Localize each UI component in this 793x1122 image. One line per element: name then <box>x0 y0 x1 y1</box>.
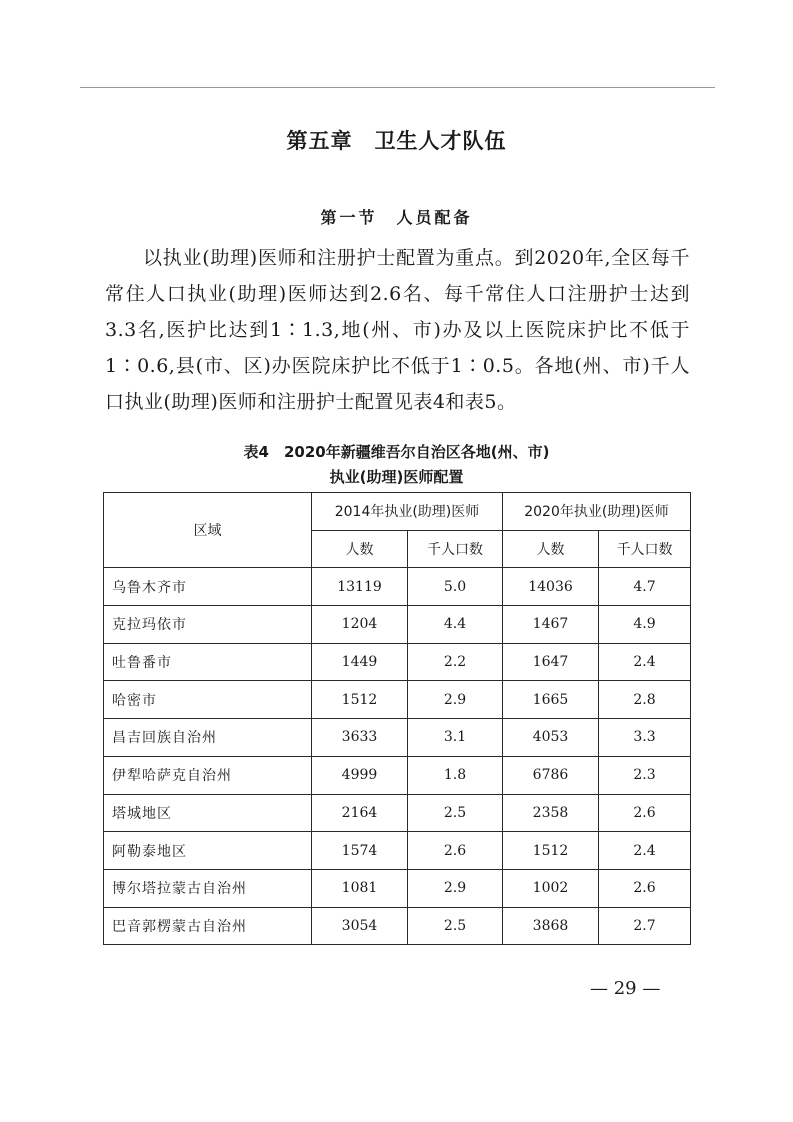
per-thousand-2014-cell: 4.4 <box>408 606 503 644</box>
region-cell: 克拉玛依市 <box>104 606 312 644</box>
region-cell: 吐鲁番市 <box>104 643 312 681</box>
per-thousand-2014-cell: 2.5 <box>408 794 503 832</box>
per-thousand-2020-cell: 2.4 <box>599 643 691 681</box>
header-group-2014: 2014年执业(助理)医师 <box>312 493 503 531</box>
table-body <box>104 568 691 945</box>
per-thousand-2020-cell: 3.3 <box>599 719 691 757</box>
header-group-2020: 2020年执业(助理)医师 <box>503 493 691 531</box>
per-thousand-2014-cell: 2.2 <box>408 643 503 681</box>
chapter-title: 第五章 卫生人才队伍 <box>286 129 507 153</box>
table-row <box>104 606 691 644</box>
section-title: 第一节 人员配备 <box>320 208 473 227</box>
body-paragraph: 以执业(助理)医师和注册护士配置为重点。到2020年,全区每千常住人口执业(助理)医师达到2.6名、每千常住人口注册护士达到3.3名,医护比达到1∶1.3,地(州、市)办及以上医院床护比不低于1∶0.6,县(市、区)办医院床护比不低于1∶0.5。各地(州、市)千人口执业(助理)医师和注册护士配置见表4和表5。 <box>105 247 690 413</box>
table-row <box>104 907 691 945</box>
header-rule <box>80 87 715 88</box>
per-thousand-2014-cell: 2.9 <box>408 869 503 907</box>
region-cell: 伊犁哈萨克自治州 <box>104 756 312 794</box>
count-2014-cell: 2164 <box>312 794 408 832</box>
region-cell: 巴音郭楞蒙古自治州 <box>104 907 312 945</box>
count-2014-cell: 3633 <box>312 719 408 757</box>
count-2014-cell: 13119 <box>312 568 408 606</box>
count-2014-cell: 4999 <box>312 756 408 794</box>
page-number: — 29 — <box>590 978 661 999</box>
count-2020-cell: 14036 <box>503 568 599 606</box>
table-row <box>104 869 691 907</box>
count-2014-cell: 3054 <box>312 907 408 945</box>
count-2020-cell: 1647 <box>503 643 599 681</box>
per-thousand-2014-cell: 2.6 <box>408 832 503 870</box>
count-2020-cell: 4053 <box>503 719 599 757</box>
count-2020-cell: 1665 <box>503 681 599 719</box>
per-thousand-2014-cell: 3.1 <box>408 719 503 757</box>
table-header-row <box>104 493 691 531</box>
region-cell: 哈密市 <box>104 681 312 719</box>
header-per-thousand-2014: 千人口数 <box>408 530 503 568</box>
per-thousand-2020-cell: 4.9 <box>599 606 691 644</box>
table-row <box>104 681 691 719</box>
per-thousand-2020-cell: 2.3 <box>599 756 691 794</box>
per-thousand-2014-cell: 2.9 <box>408 681 503 719</box>
table-row <box>104 568 691 606</box>
per-thousand-2014-cell: 5.0 <box>408 568 503 606</box>
table-row <box>104 756 691 794</box>
per-thousand-2014-cell: 2.5 <box>408 907 503 945</box>
header-region: 区域 <box>104 493 312 568</box>
table-row <box>104 832 691 870</box>
count-2020-cell: 2358 <box>503 794 599 832</box>
count-2014-cell: 1204 <box>312 606 408 644</box>
region-cell: 昌吉回族自治州 <box>104 719 312 757</box>
per-thousand-2020-cell: 2.6 <box>599 794 691 832</box>
count-2020-cell: 1467 <box>503 606 599 644</box>
physician-allocation-table <box>103 492 691 945</box>
count-2020-cell: 1512 <box>503 832 599 870</box>
per-thousand-2020-cell: 4.7 <box>599 568 691 606</box>
count-2014-cell: 1081 <box>312 869 408 907</box>
header-count-2014: 人数 <box>312 530 408 568</box>
region-cell: 阿勒泰地区 <box>104 832 312 870</box>
count-2014-cell: 1449 <box>312 643 408 681</box>
per-thousand-2020-cell: 2.6 <box>599 869 691 907</box>
count-2014-cell: 1512 <box>312 681 408 719</box>
count-2020-cell: 1002 <box>503 869 599 907</box>
region-cell: 塔城地区 <box>104 794 312 832</box>
table-row <box>104 719 691 757</box>
header-count-2020: 人数 <box>503 530 599 568</box>
per-thousand-2020-cell: 2.8 <box>599 681 691 719</box>
count-2020-cell: 3868 <box>503 907 599 945</box>
region-cell: 博尔塔拉蒙古自治州 <box>104 869 312 907</box>
table-row <box>104 643 691 681</box>
header-per-thousand-2020: 千人口数 <box>599 530 691 568</box>
region-cell: 乌鲁木齐市 <box>104 568 312 606</box>
count-2020-cell: 6786 <box>503 756 599 794</box>
table-row <box>104 794 691 832</box>
table-caption-line1: 表4 2020年新疆维吾尔自治区各地(州、市) <box>243 443 550 461</box>
count-2014-cell: 1574 <box>312 832 408 870</box>
per-thousand-2020-cell: 2.4 <box>599 832 691 870</box>
per-thousand-2014-cell: 1.8 <box>408 756 503 794</box>
per-thousand-2020-cell: 2.7 <box>599 907 691 945</box>
table-caption-line2: 执业(助理)医师配置 <box>329 468 464 486</box>
